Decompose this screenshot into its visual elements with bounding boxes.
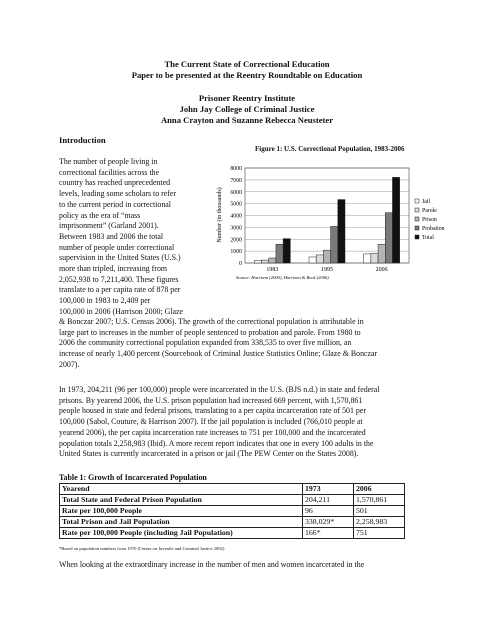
- y-tick-label: 1000: [230, 249, 242, 256]
- text-line: population totals 2,258,983 (Ibid). A more recent report indicates that one in every 100 adults in the: [59, 438, 374, 448]
- paper-subtitle: Paper to be presented at the Reentry Roundtable on Education: [131, 70, 363, 80]
- legend-swatch: [415, 226, 419, 230]
- legend-label: Total: [422, 235, 434, 241]
- table-cell: Total Prison and Jail Population: [60, 517, 303, 528]
- closing-line: When looking at the extraordinary increase in the number of men and women incarcerated in the: [59, 560, 365, 569]
- table-cell: 204,211: [303, 495, 354, 506]
- bar-prison-1983: [269, 258, 276, 263]
- text-line: correctional facilities across the: [59, 167, 160, 177]
- bar-total-1995: [338, 200, 345, 263]
- text-line: & Bonczar 2007; U.S. Census 2006). The growth of the correctional population is attributable in: [59, 317, 364, 326]
- text-line: levels, leading some scholars to refer: [59, 189, 177, 199]
- bar-total-2006: [392, 177, 399, 263]
- x-tick-label: 1983: [266, 267, 279, 273]
- text-line: 2007).: [59, 359, 80, 369]
- bar-prison-2006: [378, 244, 385, 263]
- bar-probation-1995: [331, 226, 338, 263]
- x-tick-label: 2006: [375, 267, 388, 273]
- second-paragraph: [59, 385, 449, 460]
- intro-paragraph-full: [59, 317, 449, 371]
- table-cell: 751: [354, 528, 405, 539]
- text-line: to the current period in correctional: [59, 199, 171, 209]
- legend-label: Jail: [422, 199, 431, 205]
- text-line: people housed in state and federal prisons, translating to a per capita incarceration rate of 501 per: [59, 406, 366, 416]
- bar-parole-1983: [262, 260, 269, 263]
- table-cell: 96: [303, 506, 354, 517]
- text-line: increase of nearly 1,400 percent (Sourcebook of Criminal Justice Statistics Online; Glaze & Bonczar: [59, 349, 378, 359]
- text-line: 100,000 in 2006 (Harrison 2000; Glaze: [59, 306, 184, 316]
- text-line: In 1973, 204,211 (96 per 100,000) people were incarcerated in the U.S. (BJS n.d.) in state and federal: [59, 385, 380, 394]
- table-cell: 501: [354, 506, 405, 517]
- table-cell: 1,570,861: [354, 495, 405, 506]
- table-header-cell: 1973: [303, 484, 354, 495]
- text-line: prisons. By yearend 2006, the U.S. prison population had increased 669 percent, with 1,570,861: [59, 395, 363, 405]
- y-tick-label: 8000: [230, 166, 242, 172]
- table-cell: 2,258,983: [354, 517, 405, 528]
- college-name: John Jay College of Criminal Justice: [179, 104, 315, 114]
- table-cell: Rate per 100,000 People (including Jail Population): [60, 528, 303, 539]
- text-line: The number of people living in: [59, 157, 158, 166]
- table-row: [60, 495, 405, 506]
- table-row: [60, 528, 405, 539]
- authors: Anna Crayton and Suzanne Rebecca Neusteter: [160, 115, 334, 125]
- bar-probation-1983: [276, 244, 283, 263]
- text-line: 100,000 (Sabol, Couture, & Harrison 2007). If the jail population is included (766,010 people at: [59, 417, 363, 427]
- text-line: large part to increases in the number of people sentenced to probation and parole. From 1980 to: [59, 327, 361, 337]
- bar-probation-2006: [385, 213, 392, 263]
- text-line: number of people under correctional: [59, 242, 175, 252]
- legend-label: Prison: [422, 217, 437, 223]
- legend-swatch: [415, 199, 419, 203]
- table-row: [60, 506, 405, 517]
- legend-swatch: [415, 208, 419, 212]
- text-line: policy as the era of “mass: [59, 210, 141, 220]
- y-tick-label: 6000: [230, 189, 242, 196]
- organization-name: Prisoner Reentry Institute: [198, 93, 296, 103]
- text-line: supervision in the United States (U.S.): [59, 253, 181, 263]
- incarceration-growth-table: [59, 483, 405, 539]
- text-line: yearend 2006), the per capita incarceration rate increases to 751 per 100,000 and the incarcerated: [59, 427, 366, 437]
- bar-parole-2006: [371, 254, 378, 263]
- figure-source: Source: Harrison (2000), Harrison & Beck (2006): [236, 275, 329, 280]
- text-line: 2,052,938 to 7,211,400. These figures: [59, 274, 179, 284]
- legend-swatch: [415, 217, 419, 221]
- y-tick-label: 0: [239, 261, 242, 267]
- legend-label: Parole: [422, 208, 437, 214]
- y-tick-label: 4000: [230, 213, 242, 220]
- table-row: [60, 517, 405, 528]
- bar-parole-1995: [316, 255, 323, 263]
- table-cell: 166*: [303, 528, 354, 539]
- table-caption: Table 1: Growth of Incarcerated Population: [59, 473, 207, 482]
- bar-jail-1983: [254, 260, 261, 263]
- text-line: imprisonment” (Garland 2001).: [59, 221, 159, 231]
- paper-title: The Current State of Correctional Education: [164, 59, 330, 69]
- text-line: country has reached unprecedented: [59, 178, 171, 188]
- table-header-row: [60, 484, 405, 495]
- y-axis-label: Number (in thousands): [217, 187, 223, 243]
- bar-prison-1995: [323, 250, 330, 263]
- y-tick-label: 3000: [230, 225, 242, 232]
- text-line: United States is currently incarcerated in a prison or jail (The PEW Center on the States 2008).: [59, 449, 359, 459]
- table-header-cell: Yearend: [60, 484, 303, 495]
- bar-total-1983: [283, 239, 290, 263]
- text-line: 100,000 in 1983 to 2,409 per: [59, 296, 151, 306]
- bar-jail-2006: [364, 254, 371, 263]
- x-tick-label: 1995: [321, 267, 333, 273]
- table-cell: 338,029*: [303, 517, 354, 528]
- text-line: more than tripled, increasing from: [59, 264, 168, 274]
- text-line: 2006 the community correctional population expanded from 338,535 to over five million, an: [59, 338, 352, 348]
- bar-jail-1995: [309, 257, 316, 263]
- table-cell: Rate per 100,000 People: [60, 506, 303, 517]
- y-tick-label: 2000: [230, 237, 242, 244]
- y-tick-label: 7000: [230, 177, 242, 184]
- y-tick-label: 5000: [230, 201, 242, 208]
- table-header-cell: 2006: [354, 484, 405, 495]
- figure-title: Figure 1: U.S. Correctional Population, 1983-2006: [255, 145, 405, 153]
- text-line: Between 1983 and 2006 the total: [59, 231, 164, 241]
- legend-label: Probation: [422, 226, 445, 232]
- table-cell: Total State and Federal Prison Population: [60, 495, 303, 506]
- correctional-population-chart: [212, 160, 452, 285]
- legend-swatch: [415, 235, 419, 239]
- section-heading: Introduction: [59, 135, 106, 145]
- table-footnote: *Based on population numbers from 1970 (Center on Juvenile and Criminal Justice 2002): [59, 546, 225, 551]
- text-line: translate to a per capita rate of 878 per: [59, 285, 181, 295]
